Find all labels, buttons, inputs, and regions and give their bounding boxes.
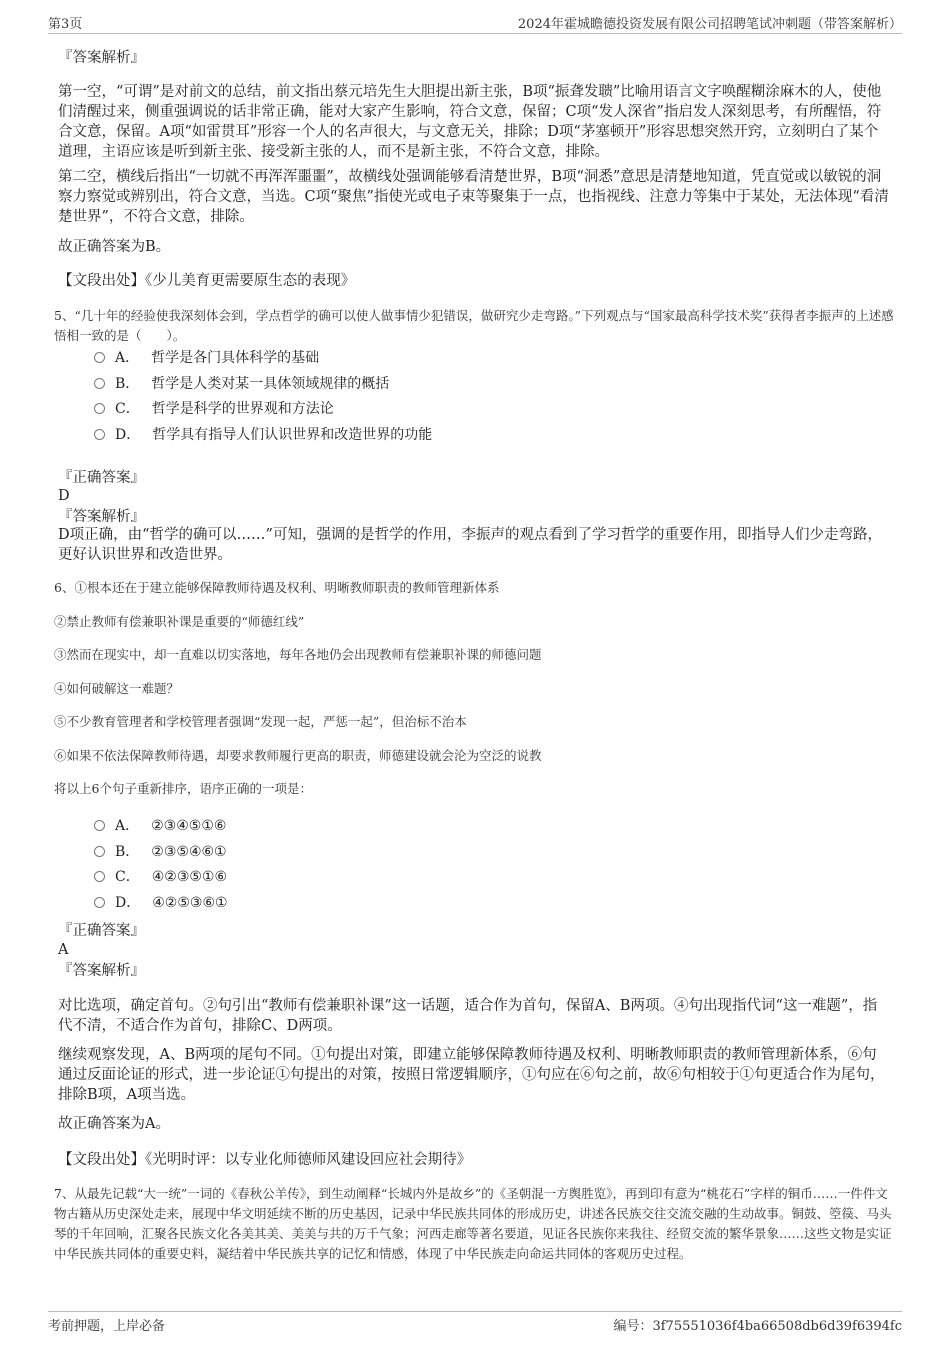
radio-icon[interactable]	[94, 429, 105, 440]
answer-heading: 『正确答案』	[58, 923, 145, 939]
radio-icon[interactable]	[94, 378, 105, 389]
source-citation: 【文段出处】《少儿美育更需要原生态的表现》	[58, 273, 356, 289]
radio-icon[interactable]	[94, 352, 105, 363]
footer-divider	[48, 1311, 902, 1312]
sentence-item: ③然而在现实中，却一直难以切实落地，每年各地仍会出现教师有偿兼职补课的师德问题	[54, 647, 542, 662]
analysis-paragraph: 继续观察发现，A、B两项的尾句不同。①句提出对策，即建立能够保障教师待遇及权利、明晰教师职责的教师管理新体系，⑥句通过反面论证的形式，进一步论证①句提出的对策，按照日常逻辑顺序，①句应在⑥句之前，故⑥句相较于①句更适合作为尾句，排除B项，A项当选。	[58, 1047, 885, 1103]
question-stem: 5、“几十年的经验使我深刻体会到，学点哲学的确可以使人做事情少犯错误，做研究少走弯路。”下列观点与“国家最高科学技术奖”获得者李振声的上述感悟相一致的是（ ）。	[54, 308, 894, 343]
footer-note: 考前押题，上岸必备	[48, 1319, 166, 1334]
answer-value: D	[58, 488, 70, 504]
sentence-item: ⑥如果不依法保障教师待遇，却要求教师履行更高的职责，师德建设就会沦为空泛的说教	[54, 748, 542, 763]
option-b[interactable]: B． ②③⑤④⑥①	[94, 842, 874, 864]
answer-value: A	[58, 942, 69, 958]
analysis-heading: 『答案解析』	[58, 509, 145, 525]
page-header	[48, 13, 902, 33]
option-b[interactable]: B． 哲学是人类对某一具体领域规律的概括	[94, 374, 874, 396]
answer-conclusion: 故正确答案为A。	[58, 1116, 170, 1132]
analysis-paragraph: 第二空，横线后指出“一切就不再浑浑噩噩”，故横线处强调能够看清楚世界，B项“洞悉”意思是清楚地知道，凭直觉或以敏锐的洞察力察觉或辨别出，符合文意，当选。C项“聚焦”指使光或电子束等聚集于一点，也指视线、注意力等集中于某处，无法体现“看清楚世界”，不符合文意，排除。	[58, 169, 889, 225]
analysis-heading: 『答案解析』	[58, 50, 145, 66]
answer-conclusion: 故正确答案为B。	[58, 239, 171, 255]
sentence-item: 6、①根本还在于建立能够保障教师待遇及权利、明晰教师职责的教师管理新体系	[54, 580, 500, 595]
page-number: 第3页	[48, 17, 83, 32]
radio-icon[interactable]	[94, 820, 105, 831]
sentence-item: ⑤不少教育管理者和学校管理者强调“发现一起，严惩一起”，但治标不治本	[54, 714, 467, 729]
page-footer	[48, 1315, 902, 1335]
analysis-paragraph: 第一空，“可谓”是对前文的总结，前文指出蔡元培先生大胆提出新主张，B项“振聋发聩”比喻用语言文字唤醒糊涂麻木的人，使他们清醒过来，侧重强调说的话非常正确，能对大家产生影响，符合文意，保留；C项“发人深省”指启发人深刻思考，有所醒悟，符合文意，保留。A项“如雷贯耳”形容一个人的名声很大，与文意无关，排除；D项“茅塞顿开”形容思想突然开窍，立刻明白了某个道理，主语应该是听到新主张、接受新主张的人，而不是新主张，不符合文意，排除。	[58, 84, 882, 160]
analysis-paragraph: D项正确，由“哲学的确可以……”可知，强调的是哲学的作用，李振声的观点看到了学习哲学的重要作用，即指导人们少走弯路，更好认识世界和改造世界。	[58, 527, 882, 563]
radio-icon[interactable]	[94, 846, 105, 857]
sentence-item: ②禁止教师有偿兼职补课是重要的“师德红线”	[54, 614, 305, 629]
option-c[interactable]: C． 哲学是科学的世界观和方法论	[94, 399, 874, 421]
source-citation: 【文段出处】《光明时评：以专业化师德师风建设回应社会期待》	[58, 1152, 472, 1168]
question-prompt: 将以上6个句子重新排序，语序正确的一项是：	[54, 781, 312, 796]
radio-icon[interactable]	[94, 403, 105, 414]
option-d[interactable]: D． ④②⑤③⑥①	[94, 893, 874, 915]
radio-icon[interactable]	[94, 871, 105, 882]
header-divider	[48, 33, 902, 34]
answer-heading: 『正确答案』	[58, 470, 145, 486]
analysis-paragraph: 对比选项，确定首句。②句引出“教师有偿兼职补课”这一话题，适合作为首句，保留A、B两项。④句出现指代词“这一难题”，指代不清，不适合作为首句，排除C、D两项。	[58, 998, 878, 1034]
option-a[interactable]: A． ②③④⑤①⑥	[94, 816, 874, 838]
document-code: 编号：3f75551036f4ba66508db6d39f6394fc	[613, 1319, 902, 1334]
question-stem: 7、从最先记载“大一统”一词的《春秋公羊传》，到生动阐释“长城内外是故乡”的《圣朝混一方舆胜览》，再到印有意为“桃花石”字样的铜币……一件件文物古籍从历史深处走来，展现中华文明延续不断的历史基因，记录中华民族共同体的形成历史，讲述各民族交往交流交融的生动故事。铜鼓、箜篌、马头琴的千年回响，汇聚各民族文化各美其美、美美与共的万千气象；河西走廊等著名要道，见证各民族你来我往、经贸交流的繁华景象……这些文物是实证中华民族共同体的重要史料，凝结着中华民族共享的记忆和情感，体现了中华民族走向命运共同体的客观历史过程。	[54, 1186, 892, 1261]
analysis-heading: 『答案解析』	[58, 963, 145, 979]
option-a[interactable]: A． 哲学是各门具体科学的基础	[94, 348, 874, 370]
document-title: 2024年霍城瞻德投资发展有限公司招聘笔试冲刺题（带答案解析）	[517, 17, 902, 32]
option-c[interactable]: C． ④②③⑤①⑥	[94, 867, 874, 889]
radio-icon[interactable]	[94, 897, 105, 908]
sentence-item: ④如何破解这一难题？	[54, 681, 180, 696]
option-d[interactable]: D． 哲学具有指导人们认识世界和改造世界的功能	[94, 425, 874, 447]
